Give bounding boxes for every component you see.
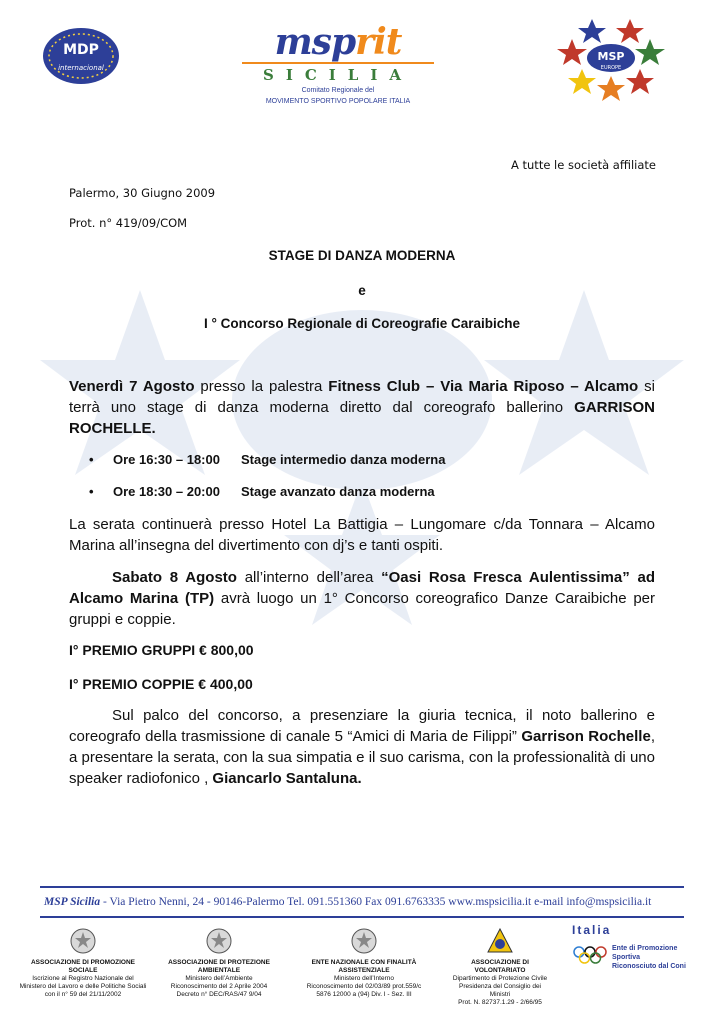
msp-europe-text: MSP (597, 50, 625, 63)
association-title: ENTE NAZIONALE CON FINALITÀ ASSISTENZIALE (311, 959, 417, 974)
brand-caption-1: Comitato Regionale del (301, 87, 375, 94)
coni-caption (612, 944, 702, 971)
footer-org: MSP Sicilia (44, 896, 101, 908)
bullet-icon: • (89, 452, 94, 467)
p5-name-1: Garrison Rochelle (521, 728, 651, 745)
bullet-icon: • (89, 484, 94, 499)
association-line: Riconoscimento del 2 Aprile 2004 (170, 983, 268, 990)
civil-protection-icon (486, 926, 514, 956)
association-line: Ministero dell’Ambiente (185, 975, 253, 982)
brand-caption-2: MOVIMENTO SPORTIVO POPOLARE ITALIA (265, 98, 411, 105)
p1-text-2: si terrà uno stage di danza moderna diretto dal coreografo ballerino (69, 378, 655, 416)
association-title: ASSOCIAZIONE DI VOLONTARIATO (471, 959, 529, 974)
association-volunteer (448, 926, 552, 1007)
association-social (18, 926, 148, 999)
coni-line-2: Riconosciuto dal Coni (612, 963, 686, 970)
association-environment (160, 926, 278, 999)
p4-date: Sabato 8 Agosto (112, 569, 237, 586)
brand-part2: rit (355, 21, 402, 63)
schedule-time: Ore 16:30 – 18:00 (113, 452, 220, 467)
footer-address: - Via Pietro Nenni, 24 - 90146-Palermo Tel. 091.551360 Fax 091.6763335 www.mspsicilia.it e-mail info@mspsicilia.it (100, 896, 652, 908)
prize-groups: I° PREMIO GRUPPI € 800,00 (69, 642, 254, 658)
mdp-internacional-logo (40, 26, 122, 86)
brand-part1: msp (274, 21, 356, 63)
olympic-rings-icon (572, 944, 608, 970)
p4-venue: “Oasi Rosa Fresca Aulentissima” ad Alcamo Marina (TP) (69, 569, 655, 607)
association-line: Dipartimento di Protezione Civile (452, 975, 548, 982)
letter-date: Palermo, 30 Giugno 2009 (69, 186, 216, 200)
p1-text-1: presso la palestra (194, 378, 329, 395)
association-line: 5876 12000 a (94) Div. I - Sez. III (316, 991, 412, 998)
p1-date: Venerdì 7 Agosto (69, 378, 195, 395)
coni-italia-word: Italia (572, 923, 612, 937)
heading-stage: STAGE DI DANZA MODERNA (268, 248, 456, 263)
p5-text-1: Sul palco del concorso, a presenziare la giuria tecnica, il noto ballerino e coreografo della trasmissione di canale 5 “Amici di Maria de Filippi” (69, 707, 655, 745)
association-title: ASSOCIAZIONE DI PROTEZIONE AMBIENTALE (168, 959, 270, 974)
p4-text-2: avrà luogo un 1° Concorso coreografico Danze Caraibiche per gruppi e coppie. (69, 590, 655, 628)
footer-contact-bar (40, 886, 684, 918)
association-line: con il n° 59 del 21/11/2002 (44, 991, 122, 998)
mdp-logo-subtext: internacional (58, 64, 104, 72)
brand-sicilia: SICILIA (262, 66, 413, 84)
p1-venue: Fitness Club – Via Maria Riposo – Alcamo (328, 378, 639, 395)
paragraph-contest (69, 567, 655, 630)
heading-concorso: I ° Concorso Regionale di Coreografie Caraibiche (204, 316, 520, 331)
list-item (89, 484, 435, 499)
p5-name-2: Giancarlo Santaluna. (212, 770, 362, 787)
msp-europe-logo (552, 14, 670, 104)
association-line: Riconoscimento del 02/03/89 prot.559/c (306, 983, 422, 990)
prize-couples: I° PREMIO COPPIE € 400,00 (69, 676, 253, 692)
p4-text-1: all’interno dell’area (236, 569, 382, 586)
recipients: A tutte le società affiliate (510, 158, 656, 172)
heading-conjunction: e (358, 283, 366, 298)
paragraph-jury (69, 705, 655, 789)
association-line: Decreto n° DEC/RAS/47 9/04 (176, 991, 262, 998)
schedule-time: Ore 18:30 – 20:00 (113, 484, 220, 499)
msp-europe-subtext: EUROPE (600, 65, 622, 71)
msp-sicilia-logo (238, 22, 438, 108)
association-line: Ministero dell’Interno (334, 975, 394, 982)
brand-wordmark (238, 22, 438, 62)
mdp-logo-text: MDP (63, 42, 99, 58)
paragraph-evening: La serata continuerà presso Hotel La Battigia – Lungomare c/da Tonnara – Alcamo Marina all’insegna del divertimento con dj’s e tanti ospiti. (69, 516, 655, 554)
coni-line-1: Ente di Promozione Sportiva (612, 945, 678, 961)
republic-emblem-icon (69, 926, 97, 956)
letterhead (0, 0, 724, 140)
republic-emblem-icon (205, 926, 233, 956)
list-item (89, 452, 445, 467)
footer-contact (44, 896, 651, 908)
p5-text-2: , a presentare la serata, con la sua simpatia e il suo carisma, con la professionalità di uno speaker radiofonico , (69, 728, 655, 787)
association-line: Presidenza del Consiglio dei Ministri (458, 983, 542, 998)
association-line: Iscrizione al Registro Nazionale del (32, 975, 134, 982)
paragraph-stage-details (69, 376, 655, 439)
footer-rule-bottom (40, 916, 684, 918)
coni-recognition (572, 923, 702, 970)
schedule-label: Stage intermedio danza moderna (241, 452, 446, 467)
association-title: ASSOCIAZIONE DI PROMOZIONE SOCIALE (30, 959, 135, 974)
footer-rule-top (40, 886, 684, 888)
schedule-label: Stage avanzato danza moderna (241, 484, 435, 499)
republic-emblem-icon (350, 926, 378, 956)
protocol-number: Prot. n° 419/09/COM (69, 216, 188, 230)
association-line: Ministero del Lavoro e delle Politiche Sociali (19, 983, 147, 990)
association-line: Prot. N. 82737.1.29 - 2/66/95 (458, 999, 542, 1006)
p1-choreographer: GARRISON ROCHELLE. (69, 399, 655, 437)
association-assistance (290, 926, 438, 999)
